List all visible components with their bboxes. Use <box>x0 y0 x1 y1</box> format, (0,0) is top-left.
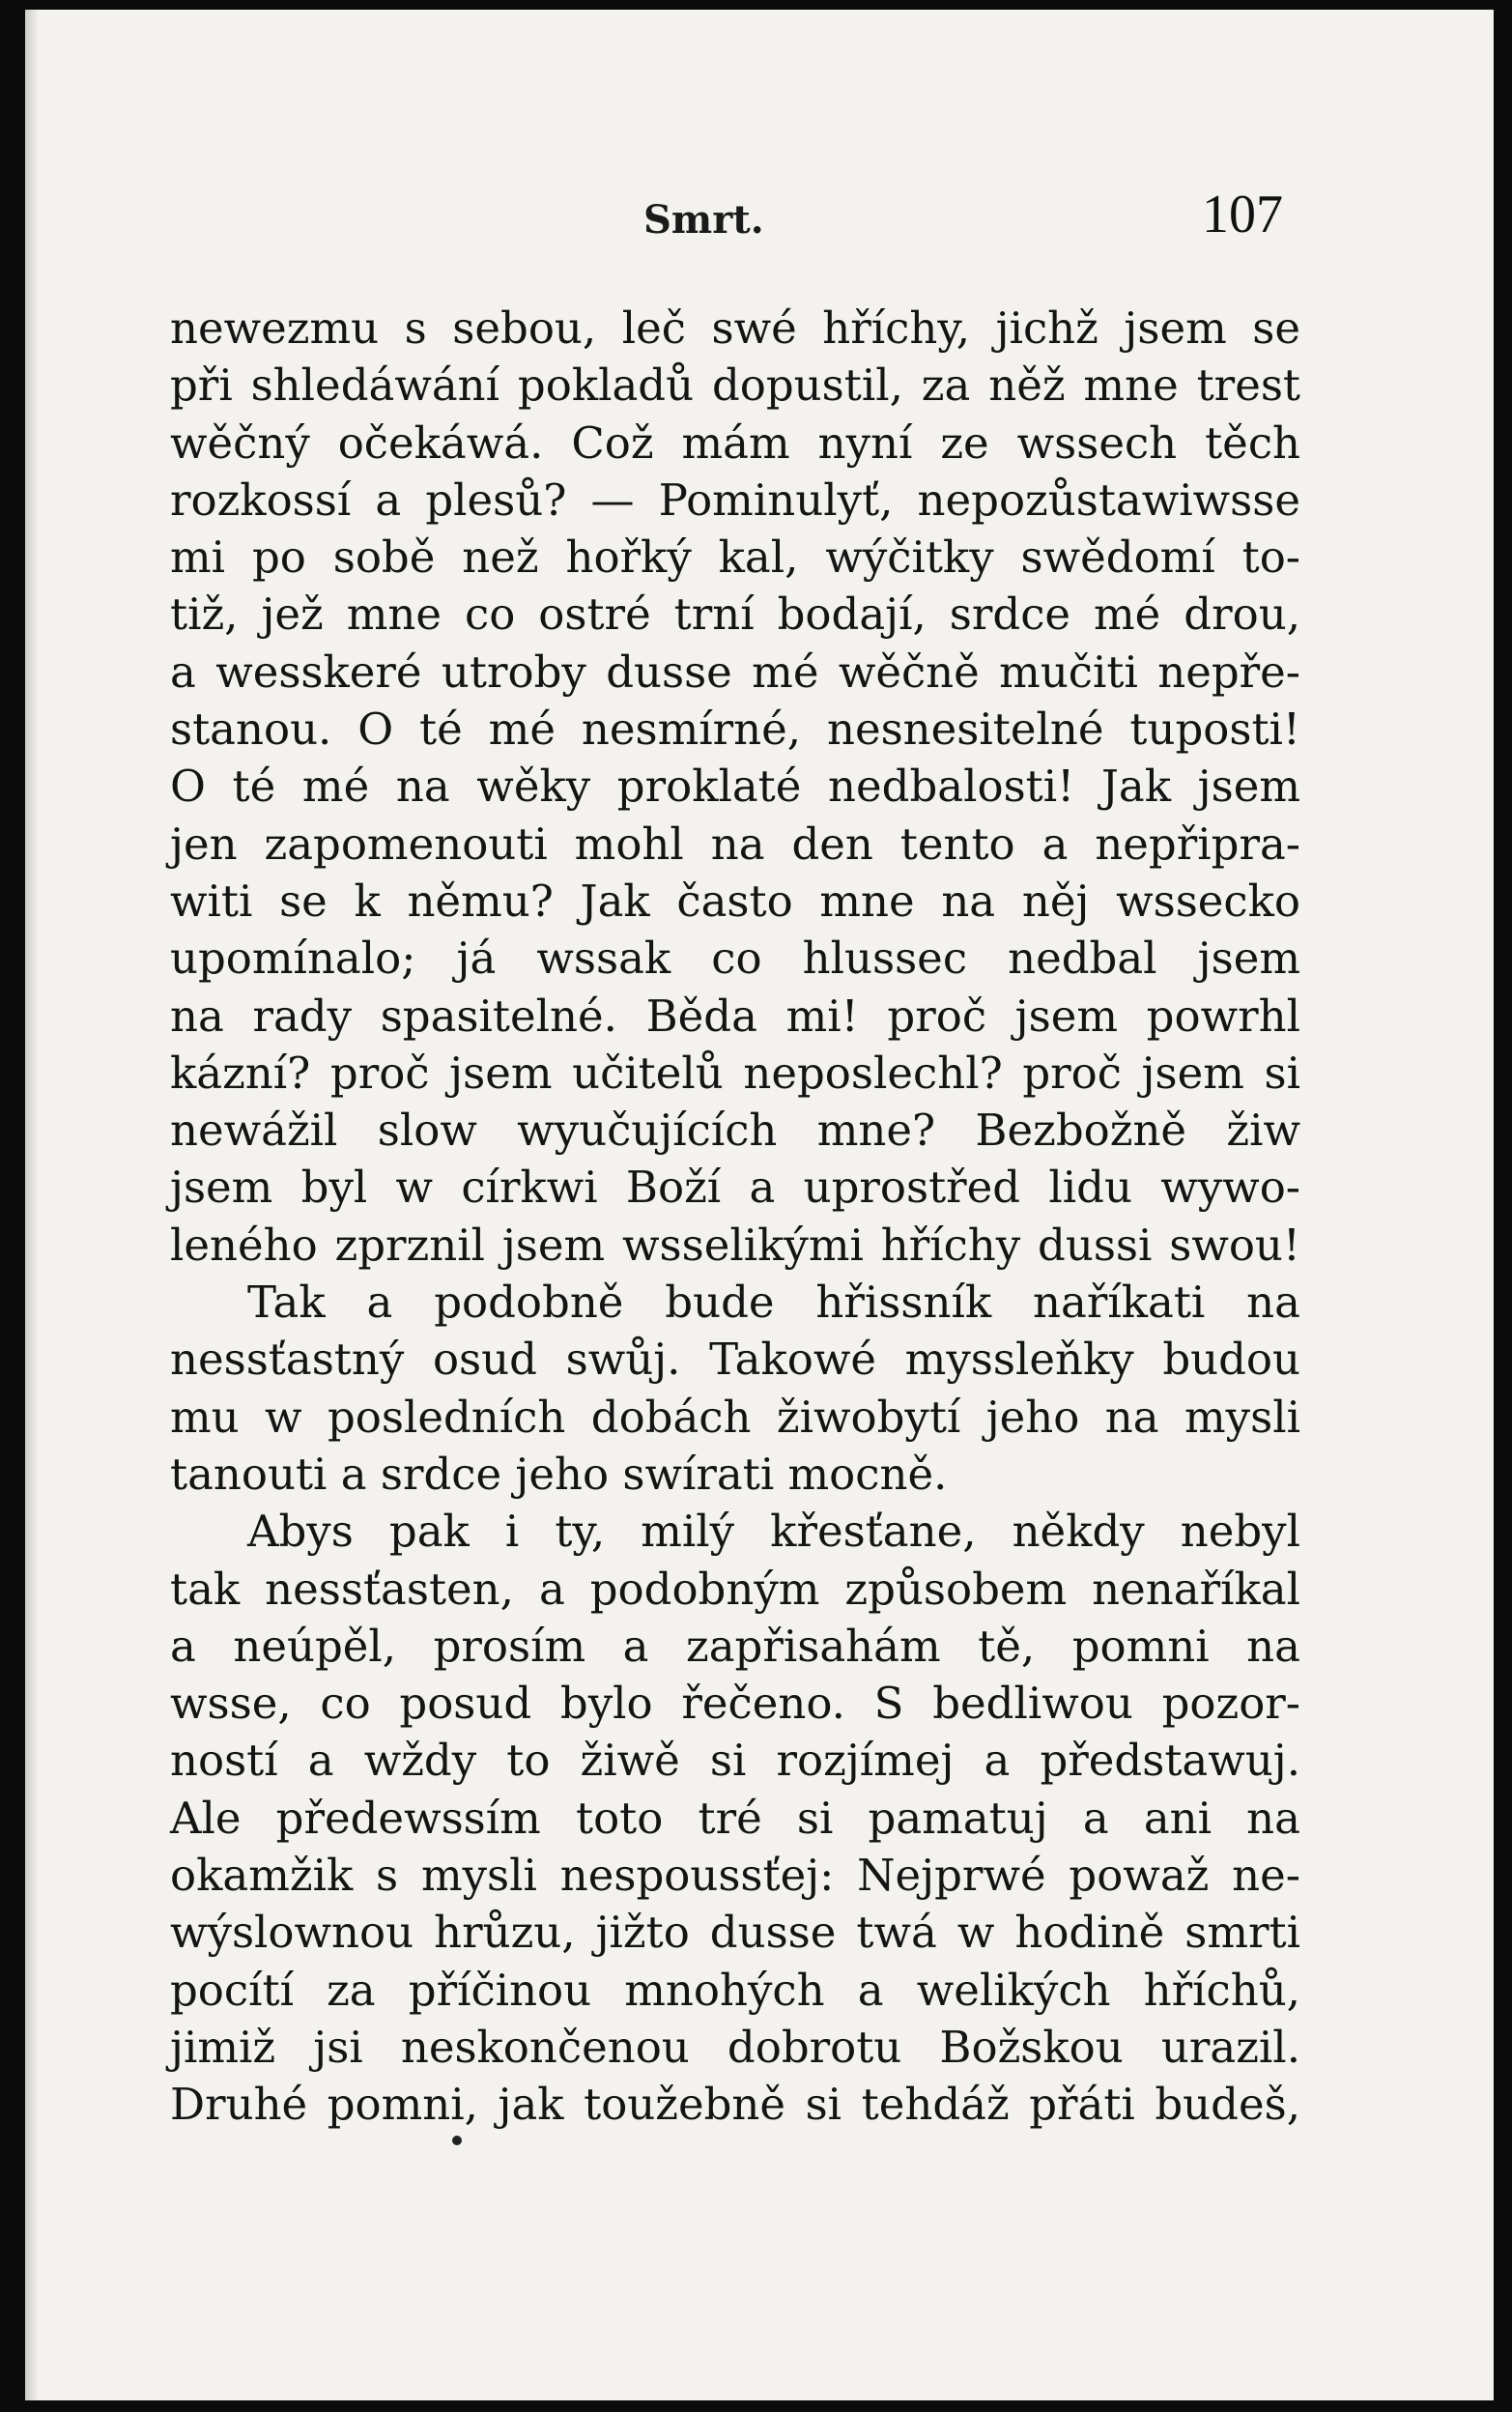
text-line: Abys pak i ty, milý křesťane, někdy nebyl <box>247 1506 1300 1558</box>
text-line: leného zprznil jsem wsselikými hříchy dussi swou! <box>170 1219 1300 1271</box>
text-line: O té mé na wěky proklaté nedbalosti! Jak jsem <box>170 761 1300 813</box>
text-line: Ale předewssím toto tré si pamatuj a ani na <box>170 1792 1300 1844</box>
text-line: upomínalo; já wssak co hlussec nedbal jsem <box>170 933 1300 985</box>
text-line: mi po sobě než hořký kal, wýčitky swědomí to- <box>170 531 1300 584</box>
text-line: wěčný očekáwá. Což mám nyní ze wssech těch <box>170 416 1300 469</box>
text-line: tanouti a srdce jeho swírati mocně. <box>170 1448 948 1500</box>
text-line: ností a wždy to žiwě si rozjímej a předstawuj. <box>170 1735 1300 1787</box>
binding-shadow <box>25 10 39 2400</box>
text-line: jimiž jsi neskončenou dobrotu Božskou urazil. <box>170 2021 1300 2073</box>
text-line: jsem byl w církwi Boží a uprostřed lidu wywo- <box>170 1162 1300 1214</box>
text-line: pocítí za příčinou mnohých a welikých hříchů, <box>170 1964 1300 2016</box>
ink-speck <box>452 2136 462 2145</box>
text-line: rozkossí a plesů? — Pominulyť, nepozůstawiwsse <box>170 474 1300 526</box>
text-line: a wesskeré utroby dusse mé wěčně mučiti nepře- <box>170 646 1300 698</box>
text-line: stanou. O té mé nesmírné, nesnesitelné tuposti! <box>170 704 1300 756</box>
text-line: Tak a podobně bude hřissník naříkati na <box>247 1277 1300 1329</box>
body-text <box>170 300 1300 2134</box>
text-line: witi se k němu? Jak často mne na něj wssecko <box>170 875 1300 927</box>
page-header <box>25 174 1494 251</box>
text-line: tiž, jež mne co ostré trní bodají, srdce mé drou, <box>170 589 1300 641</box>
text-line: jen zapomenouti mohl na den tento a nepřipra- <box>170 818 1300 870</box>
text-line: nessťastný osud swůj. Takowé myssleňky budou <box>170 1334 1300 1386</box>
text-line: newážil slow wyučujících mne? Bezbožně žiw <box>170 1105 1300 1157</box>
text-line: wýslownou hrůzu, jižto dusse twá w hodině smrti <box>170 1907 1300 1959</box>
text-line: mu w posledních dobách žiwobytí jeho na mysli <box>170 1391 1300 1443</box>
text-line: newezmu s sebou, leč swé hříchy, jichž jsem se <box>170 302 1300 354</box>
page-number: 107 <box>1202 185 1283 244</box>
text-line: wsse, co posud bylo řečeno. S bedliwou pozor- <box>170 1678 1300 1730</box>
scanned-page <box>25 10 1494 2400</box>
text-line: Druhé pomni, jak toužebně si tehdáž přáti budeš, <box>170 2079 1300 2131</box>
text-line: okamžik s mysli nespoussťej: Nejprwé powaž ne- <box>170 1850 1300 1902</box>
text-line: a neúpěl, prosím a zapřisahám tě, pomni na <box>170 1620 1300 1672</box>
running-head: Smrt. <box>643 197 764 243</box>
text-line: při shledáwání pokladů dopustil, za něž mne trest <box>170 359 1300 412</box>
text-line: tak nessťasten, a podobným způsobem nenaříkal <box>170 1563 1300 1615</box>
text-line: na rady spasitelné. Běda mi! proč jsem powrhl <box>170 990 1300 1042</box>
text-line: kázní? proč jsem učitelů neposlechl? proč jsem si <box>170 1047 1300 1099</box>
